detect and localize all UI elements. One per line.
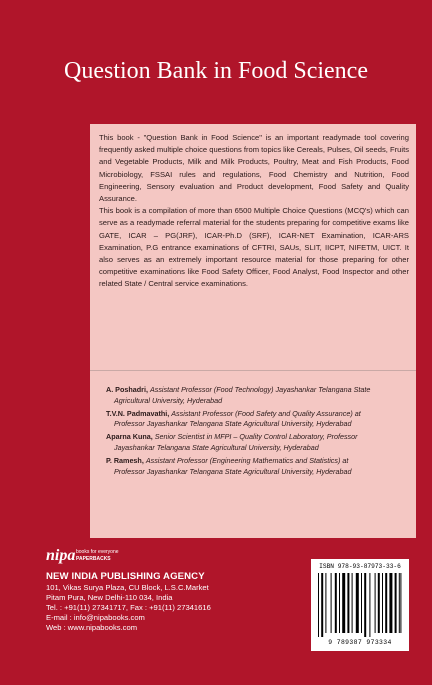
- author-description: Senior Scientist in MFPI – Quality Control Laboratory, Professor: [154, 432, 358, 442]
- author-description: Assistant Professor (Food Technology) Jayashankar Telangana State: [149, 385, 371, 394]
- publisher-website: Web : www.nipabooks.com: [46, 623, 138, 632]
- barcode-bar: [321, 573, 323, 637]
- barcode-bar: [382, 573, 383, 633]
- barcode-bar: [335, 573, 337, 633]
- publisher-address-line-2: Pitam Pura, New Delhi-110 034, India: [46, 593, 173, 602]
- publisher-email: E-mail : info@nipabooks.com: [46, 613, 145, 622]
- barcode-bar: [325, 573, 326, 633]
- barcode-bar: [342, 573, 345, 633]
- barcode-bar: [352, 573, 353, 633]
- isbn-barcode: [311, 559, 409, 651]
- barcode-bar: [339, 573, 340, 633]
- barcode-bar: [364, 573, 366, 637]
- publisher-name: NEW INDIA PUBLISHING AGENCY: [46, 571, 205, 582]
- author-description: Assistant Professor (Engineering Mathematics and Statistics) at: [145, 455, 349, 465]
- book-blurb: [99, 132, 409, 291]
- barcode-bar: [356, 573, 359, 633]
- barcode-bar: [389, 573, 392, 633]
- logo-tagline: books for everyone: [76, 549, 119, 555]
- publisher-logo: [46, 546, 126, 566]
- barcode-bar: [399, 573, 400, 633]
- barcode-bar: [347, 573, 349, 633]
- barcode-bar: [331, 573, 332, 633]
- barcode-bar: [385, 573, 387, 633]
- author-description-continued: Professor Jayashankar Telangana State Agricultural University, Hyderabad: [114, 466, 352, 476]
- author-list: [106, 385, 406, 479]
- publisher-address-line-1: 101, Vikas Surya Plaza, CU Block, L.S.C.Market: [46, 583, 209, 592]
- barcode-bar: [318, 573, 319, 637]
- author-name: T.V.N. Padmavathi,: [106, 408, 170, 418]
- barcode-bar: [378, 573, 380, 633]
- author-entry: [106, 409, 406, 431]
- logo-subtagline: PAPERBACKS: [76, 556, 111, 562]
- barcode-bars: [317, 573, 403, 637]
- logo-mark: nipa: [46, 547, 76, 564]
- publisher-info: [46, 570, 286, 633]
- author-description: Assistant Professor (Food Safety and Quality Assurance) at: [171, 408, 361, 418]
- author-entry: [106, 456, 406, 478]
- publisher-phone: Tel. : +91(11) 27341717, Fax : +91(11) 27341616: [46, 603, 211, 612]
- barcode-bar: [400, 573, 401, 633]
- author-description-continued: Professor Jayashankar Telangana State Agricultural University, Hyderabad: [114, 419, 352, 429]
- blurb-paragraph-1: This book - "Question Bank in Food Science" is an important readymade tool covering frequently asked multiple choice questions from topics like Cereals, Pulses, Oil seeds, Fruits and Vegetable Products, Milk and Milk Products, Poultry, Meat and Fish Products, Food Microbiology, FSSAI rules and regulations, Food Chemistry and Nutrition, Food Engineering, Sensory evaluation and Product development, Food Safety and Quality Assurance.: [99, 133, 409, 204]
- description-panel: [90, 124, 416, 538]
- author-name: A. Poshadri,: [106, 385, 148, 394]
- barcode-bar: [361, 573, 362, 633]
- author-entry: [106, 385, 406, 407]
- barcode-bar: [395, 573, 397, 633]
- book-title: Question Bank in Food Science: [64, 58, 368, 84]
- author-name: Aparna Kuna,: [106, 432, 153, 442]
- barcode-bar: [375, 573, 376, 633]
- barcode-bar: [369, 573, 370, 637]
- author-description-continued: Agricultural University, Hyderabad: [114, 395, 223, 405]
- author-name: P. Ramesh,: [106, 455, 144, 465]
- author-description-continued: Jayashankar Telangana State Agricultural University, Hyderabad: [114, 442, 319, 452]
- author-entry: [106, 432, 406, 454]
- blurb-paragraph-2: This book is a compilation of more than 6500 Multiple Choice Questions (MCQ's) which can serve as a readymade referral material for the students preparing for competitive exams like GATE, ICAR – PG(JRF), ICAR-Ph.D (SRF), ICAR-NET Examination, ICAR-ARS Examination, P.G entrance examinations of CFTRI, SAUs, SLIT, IICPT, NIFETM, UICT. It also serves as an extremely important resource material for those preparing for other competitive examinations like Food Safety Officer, Food Analyst, Food Inspector and other related State / Central service examinations.: [99, 206, 409, 289]
- isbn-label: ISBN 978-93-87973-33-6: [319, 563, 401, 570]
- barcode-digits: 9 789387 973334: [328, 639, 392, 646]
- divider: [90, 370, 416, 371]
